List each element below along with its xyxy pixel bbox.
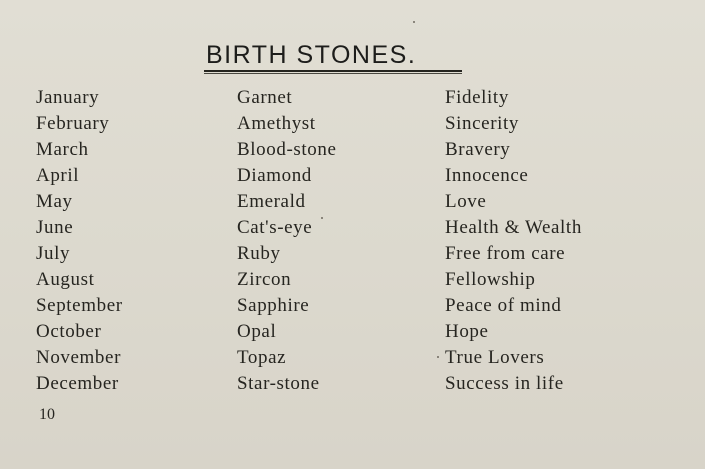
table-row bbox=[0, 268, 705, 294]
birthstone-label: Garnet bbox=[237, 87, 293, 108]
month-label: May bbox=[36, 191, 73, 212]
table-row bbox=[0, 346, 705, 372]
meaning-label: Bravery bbox=[445, 139, 511, 160]
month-label: June bbox=[36, 217, 74, 238]
table-row bbox=[0, 190, 705, 216]
print-speck bbox=[437, 356, 439, 358]
title-underline bbox=[204, 70, 462, 72]
birthstone-label: Emerald bbox=[237, 191, 306, 212]
birthstone-label: Amethyst bbox=[237, 113, 316, 134]
meaning-label: True Lovers bbox=[445, 347, 545, 368]
month-label: March bbox=[36, 139, 89, 160]
month-label: December bbox=[36, 373, 119, 394]
birthstone-label: Diamond bbox=[237, 165, 312, 186]
page-number: 10 bbox=[39, 406, 55, 423]
meaning-label: Fidelity bbox=[445, 87, 509, 108]
meaning-label: Success in life bbox=[445, 373, 564, 394]
meaning-label: Peace of mind bbox=[445, 295, 562, 316]
table-row bbox=[0, 294, 705, 320]
birthstone-label: Topaz bbox=[237, 347, 287, 368]
print-speck bbox=[413, 21, 415, 23]
table-row bbox=[0, 138, 705, 164]
meaning-label: Fellowship bbox=[445, 269, 536, 290]
table-row bbox=[0, 216, 705, 242]
birthstone-label: Sapphire bbox=[237, 295, 310, 316]
birthstone-label: Zircon bbox=[237, 269, 292, 290]
month-label: September bbox=[36, 295, 123, 316]
month-label: January bbox=[36, 87, 100, 108]
month-label: October bbox=[36, 321, 102, 342]
meaning-label: Sincerity bbox=[445, 113, 519, 134]
meaning-label: Innocence bbox=[445, 165, 529, 186]
month-label: April bbox=[36, 165, 80, 186]
print-speck bbox=[321, 217, 323, 219]
table-row bbox=[0, 164, 705, 190]
meaning-label: Hope bbox=[445, 321, 489, 342]
birthstone-label: Ruby bbox=[237, 243, 281, 264]
birthstone-label: Cat's-eye bbox=[237, 217, 313, 238]
month-label: February bbox=[36, 113, 110, 134]
page-title: BIRTH STONES. bbox=[206, 41, 417, 69]
month-label: November bbox=[36, 347, 121, 368]
table-row bbox=[0, 372, 705, 398]
birthstone-label: Opal bbox=[237, 321, 277, 342]
table-row bbox=[0, 112, 705, 138]
table-row bbox=[0, 86, 705, 112]
month-label: July bbox=[36, 243, 71, 264]
meaning-label: Health & Wealth bbox=[445, 217, 582, 238]
month-label: August bbox=[36, 269, 95, 290]
table-row bbox=[0, 320, 705, 346]
meaning-label: Free from care bbox=[445, 243, 566, 264]
title-underline-secondary bbox=[204, 73, 462, 74]
meaning-label: Love bbox=[445, 191, 487, 212]
birthstone-label: Star-stone bbox=[237, 373, 320, 394]
birthstone-label: Blood-stone bbox=[237, 139, 337, 160]
table-row bbox=[0, 242, 705, 268]
